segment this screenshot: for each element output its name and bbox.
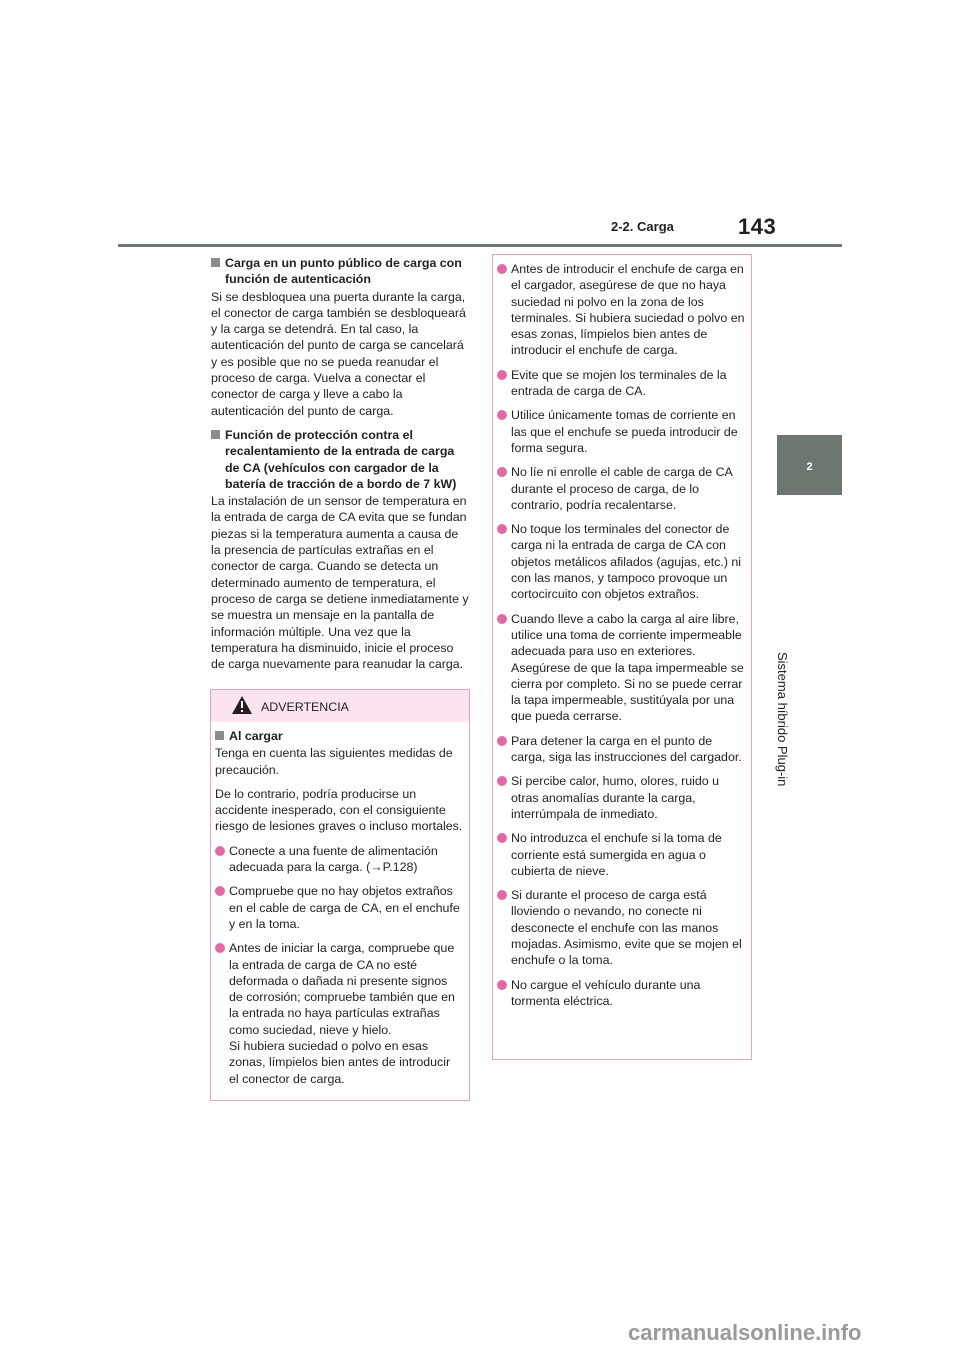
- list-item-text: Si percibe calor, humo, olores, ruido u otras anomalías durante la carga, interrúmpala de inmediato.: [511, 774, 719, 821]
- bullet-dot-icon: [497, 407, 511, 456]
- list-item: [497, 367, 747, 400]
- warning-triangle-icon: [231, 695, 253, 715]
- list-item: [497, 407, 747, 456]
- section-heading-text: Función de protección contra el recalentamiento de la entrada de carga de CA (vehículos con cargador de la batería de tracción de a bordo de 7 kW): [225, 427, 457, 491]
- bullet-dot-icon: [497, 367, 511, 400]
- list-item-text: Conecte a una fuente de alimentación adecuada para la carga. (→P.128): [229, 843, 438, 875]
- list-item-text: Utilice únicamente tomas de corriente en las que el enchufe se pueda introducir de forma segura.: [511, 408, 738, 455]
- list-item: [497, 733, 747, 766]
- section-heading-text: Carga en un punto público de carga con función de autenticación: [225, 256, 462, 287]
- list-item-text: No cargue el vehículo durante una tormenta eléctrica.: [511, 977, 701, 1008]
- warning-intro: De lo contrario, podría producirse un accidente inesperado, con el consiguiente riesgo de lesiones graves o incluso mortales.: [215, 786, 463, 834]
- list-item: [497, 977, 747, 1010]
- bullet-dot-icon: [497, 464, 511, 513]
- list-item: [215, 940, 463, 1087]
- list-item-text: No toque los terminales del conector de carga ni la entrada de carga de CA con objetos metálicos afilados (agujas, etc.) ni con las manos, y tampoco provoque un cortocircuito con objetos extraños.: [511, 522, 742, 602]
- square-bullet-icon: [211, 427, 225, 492]
- list-item: [215, 883, 463, 932]
- list-item-text: Evite que se mojen los terminales de la entrada de carga de CA.: [511, 367, 727, 399]
- chapter-label: Sistema híbrido Plug-in: [775, 652, 790, 787]
- list-item: [497, 830, 747, 879]
- square-bullet-icon: [215, 728, 229, 744]
- warning-subheading-text: Al cargar: [229, 729, 283, 743]
- header-rule: [118, 244, 842, 247]
- list-item-text-part: Si hubiera suciedad o polvo en esas zonas, límpielos bien antes de introducir el conector de carga.: [229, 1039, 451, 1086]
- bullet-dot-icon: [497, 830, 511, 879]
- left-column: [211, 255, 469, 680]
- list-item: [497, 464, 747, 513]
- section-heading: [211, 427, 469, 492]
- section-title: 2-2. Carga: [611, 219, 674, 234]
- warning-header: [211, 690, 469, 722]
- list-item-text: Antes de introducir el enchufe de carga en el cargador, asegúrese de que no haya suciedad ni polvo en la zona de los terminales. Si hubiera suciedad o polvo en esas zonas, límpielos bien antes de introducir el enchufe de carga.: [511, 262, 745, 358]
- chapter-tab: [777, 435, 842, 495]
- warning-box: [210, 689, 470, 1101]
- chapter-number: 2: [806, 461, 813, 473]
- warning-title: ADVERTENCIA: [261, 700, 349, 714]
- bullet-dot-icon: [497, 521, 511, 602]
- list-item-text: Para detener la carga en el punto de carga, siga las instrucciones del cargador.: [511, 733, 742, 765]
- bullet-dot-icon: [215, 940, 229, 1087]
- list-item-text: Si durante el proceso de carga está lloviendo o nevando, no conecte ni desconecte el enchufe con las manos mojadas. Asimismo, evite que se mojen el enchufe o la toma.: [511, 888, 742, 968]
- bullet-dot-icon: [497, 977, 511, 1010]
- bullet-dot-icon: [497, 887, 511, 968]
- list-item: [497, 261, 747, 359]
- list-item-text: Cuando lleve a cabo la carga al aire libre, utilice una toma de corriente impermeable adecuada para uso en exteriores. Asegúrese de que la tapa impermeable se cierra por completo. Si no se puede cerrar la tapa impermeable, sustitúyala por una que pueda cerrarse.: [511, 611, 744, 724]
- list-item-text: [229, 940, 463, 1087]
- list-item: [497, 611, 747, 725]
- bullet-dot-icon: [497, 611, 511, 725]
- list-item: [497, 887, 747, 968]
- list-item: [215, 843, 463, 876]
- square-bullet-icon: [211, 255, 225, 288]
- list-item: [497, 521, 747, 602]
- section-body: La instalación de un sensor de temperatura en la entrada de carga de CA evita que se fundan piezas si la temperatura aumenta a causa de la presencia de partículas extrañas en el conector de carga. Cuando se detecta un determinado aumento de temperatura, el proceso de carga se detiene inmediatamente y se muestra un mensaje en la pantalla de información múltiple. Una vez que la temperatura ha disminuido, inicie el proceso de carga nuevamente para reanudar la carga.: [211, 494, 469, 672]
- section-heading: [211, 255, 469, 288]
- bullet-dot-icon: [215, 843, 229, 876]
- list-item-text: Compruebe que no hay objetos extraños en el cable de carga de CA, en el enchufe y en la toma.: [229, 884, 460, 931]
- bullet-dot-icon: [497, 261, 511, 359]
- list-item-text-part: Antes de iniciar la carga, compruebe que la entrada de carga de CA no esté deformada o dañada ni presente signos de corrosión; compruebe también que en la entrada no haya partículas extrañas como suciedad, nieve y hielo.: [229, 941, 455, 1037]
- list-item-text: No introduzca el enchufe si la toma de corriente está sumergida en agua o cubierta de nieve.: [511, 831, 722, 878]
- watermark: carmanualsonline.info: [628, 1320, 862, 1345]
- bullet-dot-icon: [497, 773, 511, 822]
- warning-continuation-list: [497, 261, 747, 1017]
- list-item-text: No líe ni enrolle el cable de carga de CA durante el proceso de carga, de lo contrario, podría recalentarse.: [511, 465, 733, 512]
- warning-continuation-box: [492, 254, 752, 1060]
- bullet-dot-icon: [215, 883, 229, 932]
- section-body: Si se desbloquea una puerta durante la carga, el conector de carga también se desbloqueará y la carga se detendrá. En tal caso, la autenticación del punto de carga se cancelará y es posible que no se pueda reanudar el proceso de carga. Vuelva a conectar el conector de carga y lleve a cabo la autenticación del punto de carga.: [211, 289, 466, 418]
- warning-body: [215, 728, 463, 1095]
- page-number: 143: [738, 214, 777, 239]
- warning-intro: Tenga en cuenta las siguientes medidas de precaución.: [215, 746, 453, 777]
- warning-subheading: [215, 728, 463, 744]
- bullet-dot-icon: [497, 733, 511, 766]
- list-item: [497, 773, 747, 822]
